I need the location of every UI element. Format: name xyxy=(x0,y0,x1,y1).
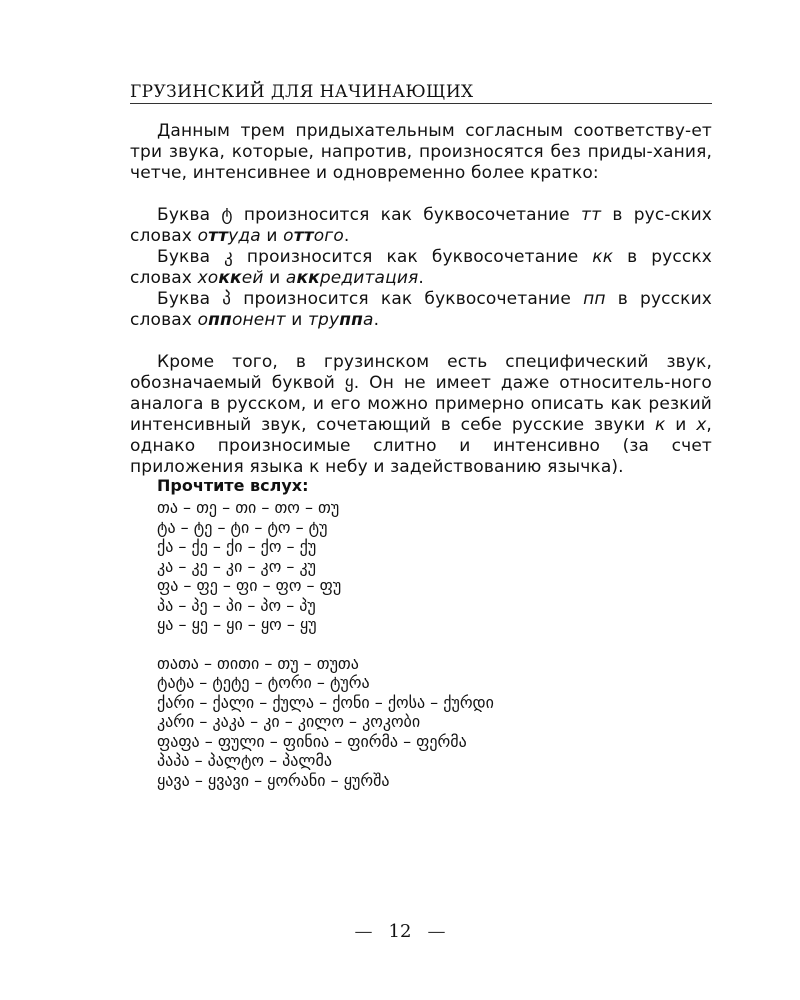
footer-dash-right: — xyxy=(427,921,446,942)
example-word: оттуда xyxy=(197,226,261,246)
reading-exercise xyxy=(157,476,697,790)
georgian-letter: პ xyxy=(222,289,232,309)
example-word: аккредитация xyxy=(285,268,419,288)
intro-paragraph: Данным трем придыхательным согласным соответству-ет три звука, которые, напротив, произносятся без приды-хания, четче, интенсивнее и одновременно более кратко: xyxy=(130,121,712,183)
word-line: ფაფა – ფული – ფინია – ფირმა – ფერმა xyxy=(157,731,467,751)
georgian-letter: კ xyxy=(224,247,233,267)
word-line: ქარი – ქალი – ქულა – ქონი – ქოსა – ქურდი xyxy=(157,692,494,712)
letter-combination: тт xyxy=(581,205,602,225)
letter-paragraph-k: Буква კ произносится как буквосочетание кк в русскх словах хоккей и аккредитация. xyxy=(130,247,712,288)
example-word: оттого xyxy=(283,226,344,246)
word-line: ყავა – ყვავი – ყორანი – ყურშა xyxy=(157,770,390,790)
example-word: труппа xyxy=(308,310,374,330)
special-sound-paragraph: Кроме того, в грузинском есть специфический звук, обозначаемый буквой ყ. Он не имеет даже относитель-ного аналога в русском, и его можно примерно описать как резкий интенсивный звук, сочетающий в себе русские звуки к и х, однако произносимые слитно и интенсивно (за счет приложения языка к небу и задействованию язычка). xyxy=(130,352,712,477)
syllable-line: ფა – ფე – ფი – ფო – ფუ xyxy=(157,576,342,595)
georgian-letter: ყ xyxy=(344,373,354,393)
letter-paragraph-t: Буква ტ произносится как буквосочетание тт в рус-ских словах оттуда и оттого. xyxy=(130,205,712,246)
footer-dash-left: — xyxy=(354,921,373,942)
word-line: თათა – თითი – თუ – თუთა xyxy=(157,653,359,673)
syllable-list xyxy=(157,498,697,635)
word-line: კარი – კაკა – კი – კილო – კოკობი xyxy=(157,712,421,731)
word-line: პაპა – პალტო – პალმა xyxy=(157,751,332,770)
body-text xyxy=(130,121,712,478)
header-rule xyxy=(130,103,712,104)
syllable-line: ქა – ქე – ქი – ქო – ქუ xyxy=(157,537,317,556)
word-line: ტატა – ტეტე – ტორი – ტურა xyxy=(157,673,370,692)
exercise-title: Прочтите вслух: xyxy=(157,476,309,495)
page-number: 12 xyxy=(388,921,412,942)
letter-combination: кк xyxy=(592,247,614,267)
syllable-line: ტა – ტე – ტი – ტო – ტუ xyxy=(157,517,328,537)
word-list xyxy=(157,654,697,791)
syllable-line: თა – თე – თი – თო – თუ xyxy=(157,498,340,517)
syllable-line: ყა – ყე – ყი – ყო – ყუ xyxy=(157,615,317,634)
letter-paragraph-p: Буква პ произносится как буквосочетание пп в русских словах оппонент и труппа. xyxy=(130,289,712,330)
running-header: ГРУЗИНСКИЙ ДЛЯ НАЧИНАЮЩИХ xyxy=(130,82,474,102)
example-word: оппонент xyxy=(197,310,286,330)
syllable-line: კა – კე – კი – კო – კუ xyxy=(157,556,316,576)
letter-combination: пп xyxy=(583,289,606,309)
example-word: хоккей xyxy=(197,268,264,288)
page-footer xyxy=(0,920,800,944)
syllable-line: პა – პე – პი – პო – პუ xyxy=(157,595,316,615)
georgian-letter: ტ xyxy=(221,205,233,225)
